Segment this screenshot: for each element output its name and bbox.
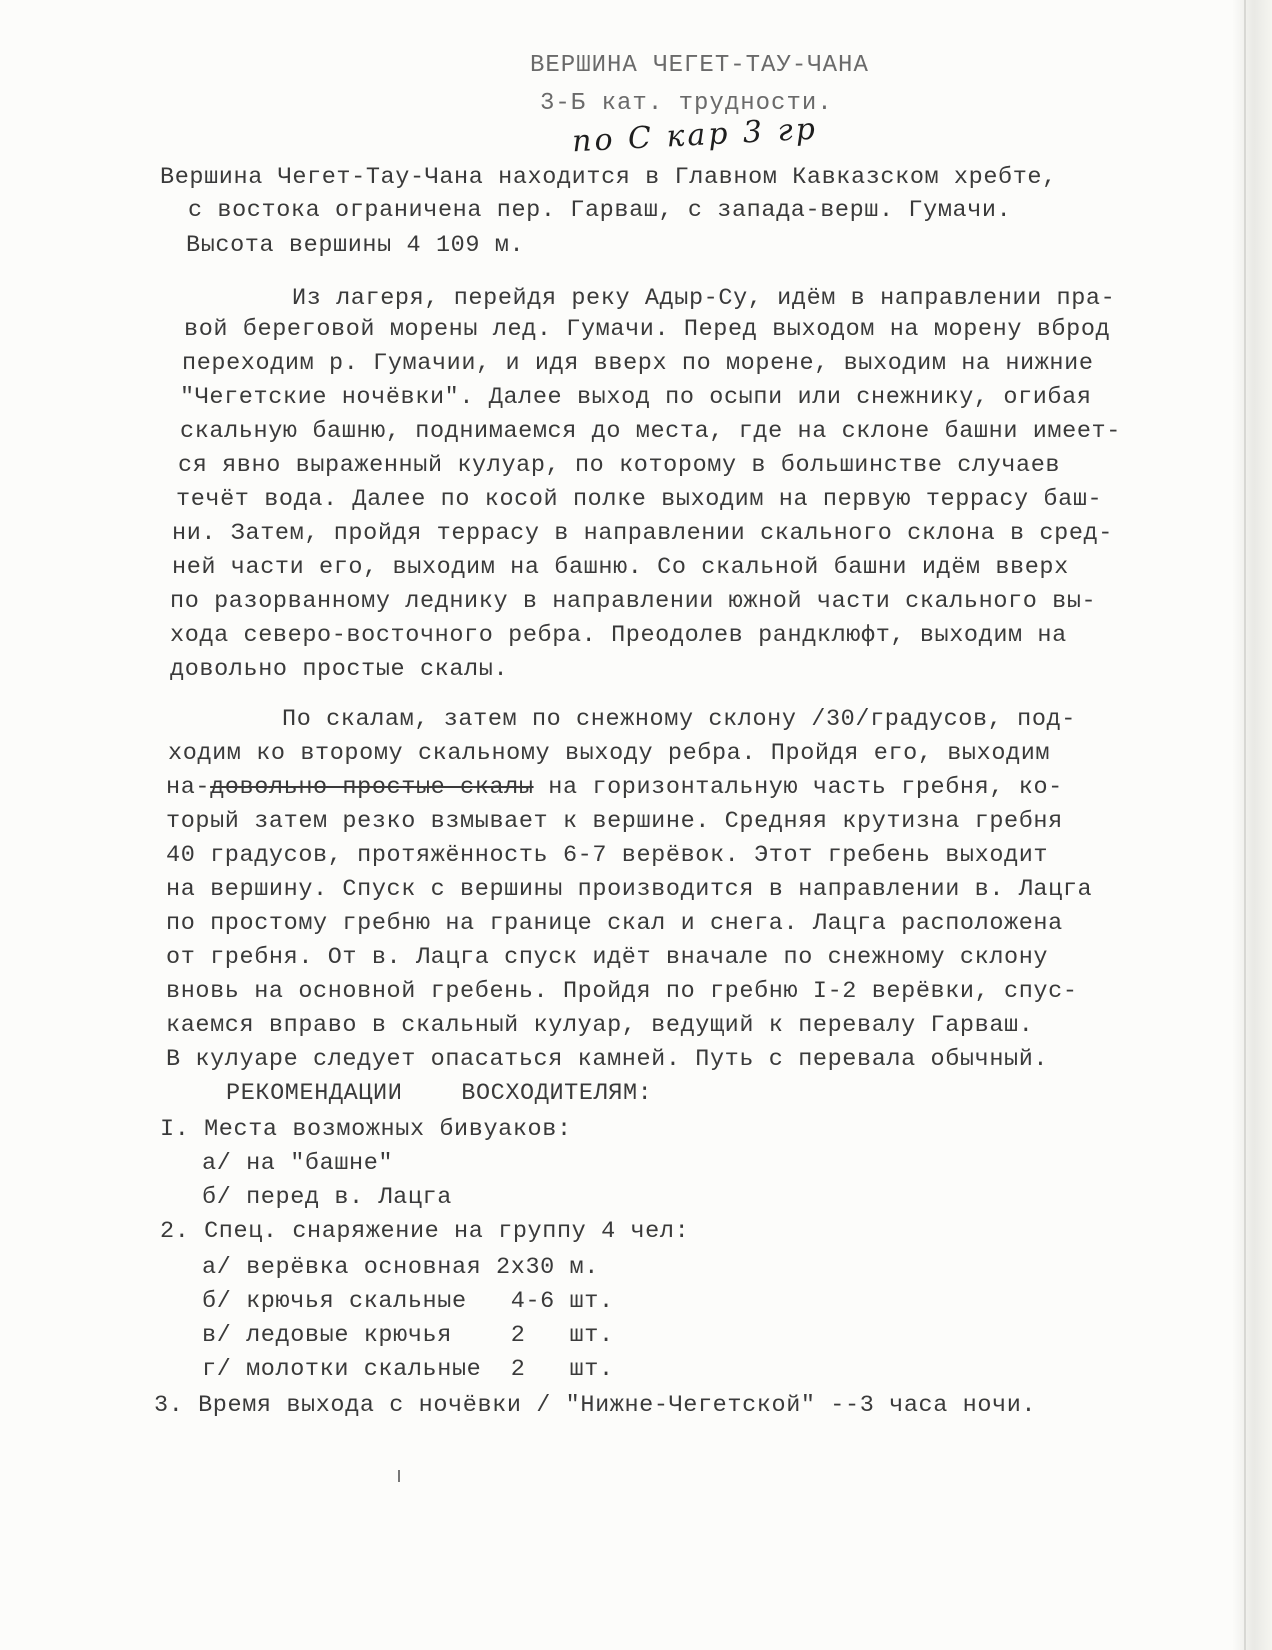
route-line-10: по разорванному леднику в направлении южной части скального вы- — [170, 588, 1097, 615]
route-line-3: переходим р. Гумачии, и идя вверх по морене, выходим на нижние — [182, 350, 1094, 377]
page-edge-line — [1244, 0, 1246, 1650]
route-line-9: ней части его, выходим на башню. Со скальной башни идём вверх — [172, 554, 1069, 581]
equipment-item-c: в/ ледовые крючья 2 шт. — [202, 1322, 614, 1349]
handwritten-note: по С кар 3 гр — [571, 111, 819, 160]
ascent-line-7: по простому гребню на границе скал и снега. Лацга расположена — [166, 910, 1063, 937]
equipment-item-a: а/ верёвка основная 2х30 м. — [202, 1254, 599, 1281]
difficulty-category: 3-Б кат. трудности. — [540, 90, 833, 117]
route-line-4: "Чегетские ночёвки". Далее выход по осыпи или снежнику, огибая — [180, 384, 1092, 411]
ascent-line-11: В кулуаре следует опасаться камней. Путь с перевала обычный. — [166, 1046, 1049, 1073]
ascent-line-6: на вершину. Спуск с вершины производится в направлении в. Лацга — [166, 876, 1093, 903]
route-line-5: скальную башню, поднимаемся до места, где на склоне башни имеет- — [180, 418, 1121, 445]
ascent-line-10: каемся вправо в скальный кулуар, ведущий к перевалу Гарваш. — [166, 1012, 1034, 1039]
ascent-line-8: от гребня. От в. Лацга спуск идёт вначале по снежному склону — [166, 944, 1049, 971]
pen-mark — [398, 1470, 400, 1482]
struck-through-text: довольно простые скалы — [210, 774, 534, 801]
bivouac-item-a: а/ на "башне" — [202, 1150, 394, 1177]
intro-line-1: Вершина Чегет-Тау-Чана находится в Главном Кавказском хребте, — [160, 164, 1057, 191]
ascent-line-5: 40 градусов, протяжённость 6-7 верёвок. Этот гребень выходит — [166, 842, 1049, 869]
equipment-item-d: г/ молотки скальные 2 шт. — [202, 1356, 614, 1383]
route-line-7: течёт вода. Далее по косой полке выходим на первую террасу баш- — [176, 486, 1103, 513]
route-line-12: довольно простые скалы. — [170, 656, 509, 683]
bivouac-item-b: б/ перед в. Лацга — [202, 1184, 452, 1211]
ascent-line-3 — [166, 774, 1063, 802]
intro-line-2: с востока ограничена пер. Гарваш, с запада-верш. Гумачи. — [188, 197, 1012, 224]
intro-line-3: Высота вершины 4 109 м. — [186, 232, 525, 259]
document-title: ВЕРШИНА ЧЕГЕТ-ТАУ-ЧАНА — [530, 52, 869, 79]
bivouac-heading: I. Места возможных бивуаков: — [160, 1116, 572, 1143]
departure-time: 3. Время выхода с ночёвки / "Нижне-Чегетской" --3 часа ночи. — [154, 1392, 1037, 1419]
route-line-2: вой береговой морены лед. Гумачи. Перед выходом на морену вброд — [184, 316, 1111, 343]
route-line-1: Из лагеря, перейдя реку Адыр-Су, идём в направлении пра- — [292, 285, 1116, 312]
ascent-line-4: торый затем резко взмывает к вершине. Средняя крутизна гребня — [166, 808, 1063, 835]
ascent-line-2: ходим ко второму скальному выходу ребра. Пройдя его, выходим — [168, 740, 1051, 767]
page-edge-shadow — [1232, 0, 1272, 1650]
route-line-8: ни. Затем, пройдя террасу в направлении скального склона в сред- — [172, 520, 1113, 547]
route-line-11: хода северо-восточного ребра. Преодолев рандклюфт, выходим на — [170, 622, 1067, 649]
route-line-6: ся явно выраженный кулуар, по которому в большинстве случаев — [178, 452, 1061, 479]
ascent-line-9: вновь на основной гребень. Пройдя по гребню I-2 верёвки, спус- — [166, 978, 1078, 1005]
equipment-heading: 2. Спец. снаряжение на группу 4 чел: — [160, 1218, 690, 1245]
ascent-line-3-start: на- — [166, 774, 211, 801]
equipment-item-b: б/ крючья скальные 4-6 шт. — [202, 1288, 614, 1315]
recommendations-heading: РЕКОМЕНДАЦИИ ВОСХОДИТЕЛЯМ: — [226, 1080, 653, 1107]
ascent-line-3-end: на горизонтальную часть гребня, ко- — [533, 774, 1063, 801]
ascent-line-1: По скалам, затем по снежному склону /30/градусов, под- — [282, 706, 1076, 733]
